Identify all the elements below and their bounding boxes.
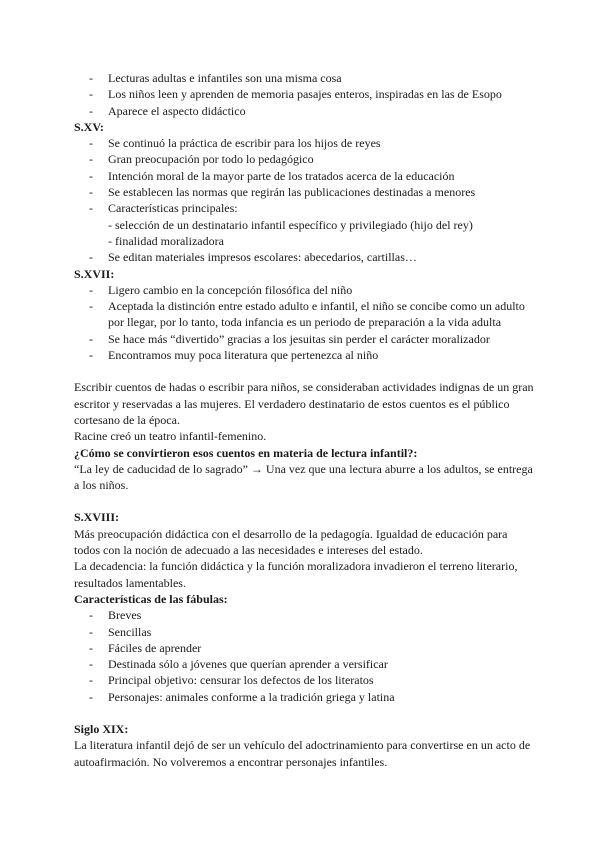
intro-list [74,70,534,119]
dash-bullet: - [89,624,93,639]
list-item [74,656,534,672]
sub-item: - finalidad moralizadora [108,233,224,248]
section-heading-s19: Siglo XIX: [74,721,129,736]
spacer [74,363,534,379]
list-item [74,103,534,119]
list-item-text: Principal objetivo: censurar los defectos de los literatos [108,673,374,688]
list-item-text: Destinada sólo a jóvenes que querían aprender a versificar [108,657,388,672]
list-item-text: Intención moral de la mayor parte de los tratados acerca de la educación [108,168,455,183]
list-item [74,689,534,705]
list-item-text: Se editan materiales impresos escolares: abecedarios, cartillas… [108,250,417,265]
section-heading-s18: S.XVIII: [74,510,120,525]
list-item [74,624,534,640]
paragraph: Racine creó un teatro infantil-femenino. [74,429,267,444]
dash-bullet: - [89,299,93,314]
dash-bullet: - [89,168,93,183]
list-item-text: Aparece el aspecto didáctico [108,103,246,118]
dash-bullet: - [89,103,93,118]
list-item [74,135,534,151]
dash-bullet: - [89,152,93,167]
list-item [74,347,534,363]
dash-bullet: - [89,689,93,704]
list-item [74,151,534,167]
list-item-text: Ligero cambio en la concepción filosófica del niño [108,282,353,297]
list-item-text: Lecturas adultas e infantiles son una misma cosa [108,71,342,85]
spacer [74,705,534,721]
s17-list [74,282,534,363]
list-item [74,200,534,249]
spacer [74,493,534,509]
list-item [74,640,534,656]
sub-item: - selección de un destinatario infantil específico y privilegiado (hijo del rey) [108,217,473,232]
question-heading: ¿Cómo se convirtieron esos cuentos en materia de lectura infantil?: [74,445,418,460]
list-item [74,298,534,331]
list-item-text: Gran preocupación por todo lo pedagógico [108,152,314,167]
list-item [74,184,534,200]
list-item-text: Se continuó la práctica de escribir para los hijos de reyes [108,136,381,151]
list-item-text: Encontramos muy poca literatura que pertenezca al niño [108,348,379,363]
list-item [74,249,534,265]
dash-bullet: - [89,87,93,102]
list-item-text: Características principales: [108,201,238,216]
s15-list [74,135,534,265]
list-item [74,70,534,86]
list-item [74,168,534,184]
dash-bullet: - [89,282,93,297]
dash-bullet: - [89,185,93,200]
fables-list [74,607,534,705]
list-item-text: Los niños leen y aprenden de memoria pasajes enteros, inspiradas en las de Esopo [108,87,502,102]
dash-bullet: - [89,657,93,672]
paragraph: Más preocupación didáctica con el desarrollo de la pedagogía. Igualdad de educación para todos con la noción de adecuado a las necesidades e intereses del estado. [74,526,508,558]
section-heading-s15: S.XV: [74,119,104,134]
section-heading-s17: S.XVII: [74,266,115,281]
list-item-text: Aceptada la distinción entre estado adulto e infantil, el niño se concibe como un adulto por llegar, por lo tanto, toda infancia es un periodo de preparación a la vida adulta [108,299,525,330]
paragraph: La decadencia: la función didáctica y la función moralizadora invadieron el terreno literario, resultados lamentables. [74,559,518,590]
list-item-text: Fáciles de aprender [108,640,202,655]
list-item [74,331,534,347]
dash-bullet: - [89,348,93,363]
list-item-text: Sencillas [108,624,152,639]
dash-bullet: - [89,331,93,346]
dash-bullet: - [89,71,93,85]
dash-bullet: - [89,640,93,655]
dash-bullet: - [89,608,93,623]
list-item [74,672,534,688]
paragraph: “La ley de caducidad de lo sagrado” → Una vez que una lectura aburre a los adultos, se entrega a los niños. [74,461,533,493]
paragraph: Escribir cuentos de hadas o escribir para niños, se consideraban actividades indignas de un gran escritor y reservadas a las mujeres. El verdadero destinatario de estos cuentos es el público cortesano de la época. [74,380,534,427]
list-item-text: Se hace más “divertido” gracias a los jesuitas sin perder el carácter moralizador [108,331,490,346]
list-item [74,86,534,102]
list-item [74,607,534,623]
paragraph: La literatura infantil dejó de ser un vehículo del adoctrinamiento para convertirse en un acto de autoafirmación. No volveremos a encontrar personajes infantiles. [74,738,531,769]
fables-heading: Características de las fábulas: [74,591,228,606]
list-item [74,282,534,298]
dash-bullet: - [89,201,93,216]
list-item-text: Personajes: animales conforme a la tradición griega y latina [108,689,395,704]
document-page [74,70,534,770]
list-item-text: Se establecen las normas que regirán las publicaciones destinadas a menores [108,185,476,200]
list-item-text: Breves [108,608,142,623]
dash-bullet: - [89,136,93,151]
dash-bullet: - [89,250,93,265]
dash-bullet: - [89,673,93,688]
